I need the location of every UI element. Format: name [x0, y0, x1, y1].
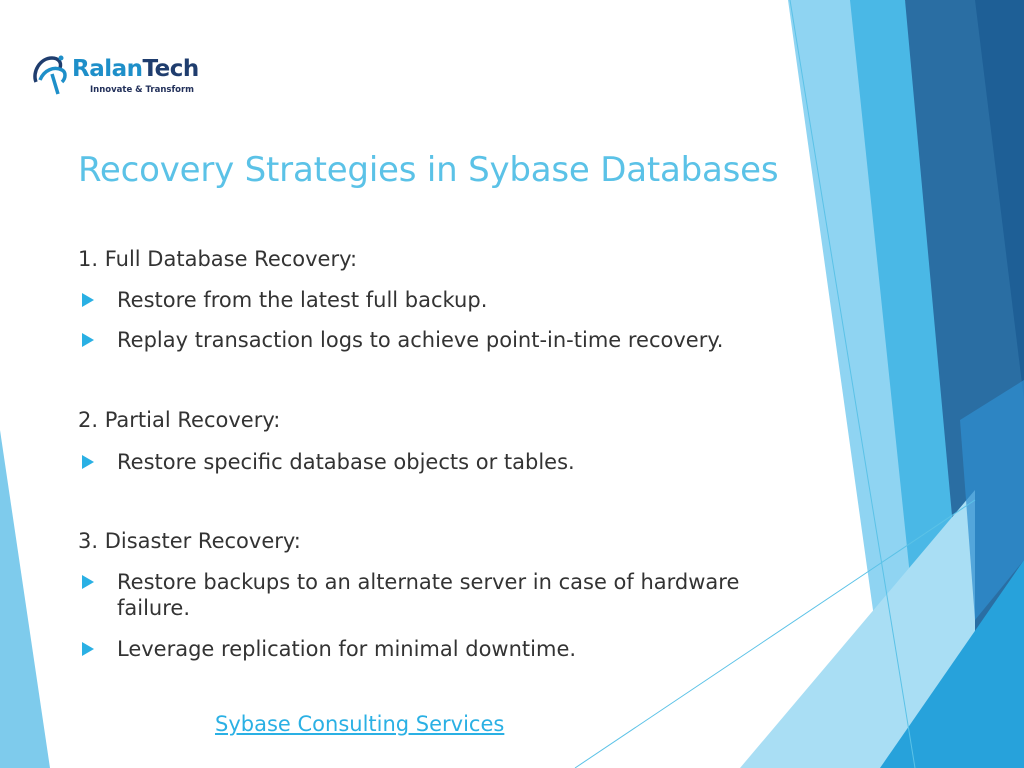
slide-title: Recovery Strategies in Sybase Databases [78, 150, 779, 190]
bullet-arrow-icon [82, 642, 94, 656]
bullet-item [78, 287, 778, 313]
section-heading-full-recovery: 1. Full Database Recovery: [78, 247, 358, 271]
logo-name-part2: Tech [142, 56, 199, 82]
bullet-text: Restore from the latest full backup. [117, 288, 488, 312]
bullet-item [78, 449, 778, 475]
section-heading-partial-recovery: 2. Partial Recovery: [78, 408, 281, 432]
sybase-consulting-link[interactable]: Sybase Consulting Services [215, 712, 505, 736]
bullet-text: Leverage replication for minimal downtime. [117, 637, 577, 661]
bullet-text: Restore backups to an alternate server in case of hardware failure. [117, 570, 740, 620]
ralantech-logo [30, 48, 230, 100]
bullet-arrow-icon [82, 455, 94, 469]
bullet-arrow-icon [82, 333, 94, 347]
logo-swirl-icon [30, 48, 74, 100]
logo-name-part1: Ralan [72, 56, 143, 82]
bullet-arrow-icon [82, 575, 94, 589]
bullet-item [78, 569, 758, 621]
section-heading-disaster-recovery: 3. Disaster Recovery: [78, 529, 301, 553]
bullet-item [78, 327, 778, 353]
left-triangle-decor [0, 430, 50, 768]
bullet-text: Restore specific database objects or tables. [117, 450, 575, 474]
bullet-text: Replay transaction logs to achieve point-in-time recovery. [117, 328, 724, 352]
bullet-item [78, 636, 778, 662]
logo-tagline: Innovate & Transform [90, 85, 195, 95]
bullet-arrow-icon [82, 293, 94, 307]
logo-wordmark [72, 56, 199, 82]
